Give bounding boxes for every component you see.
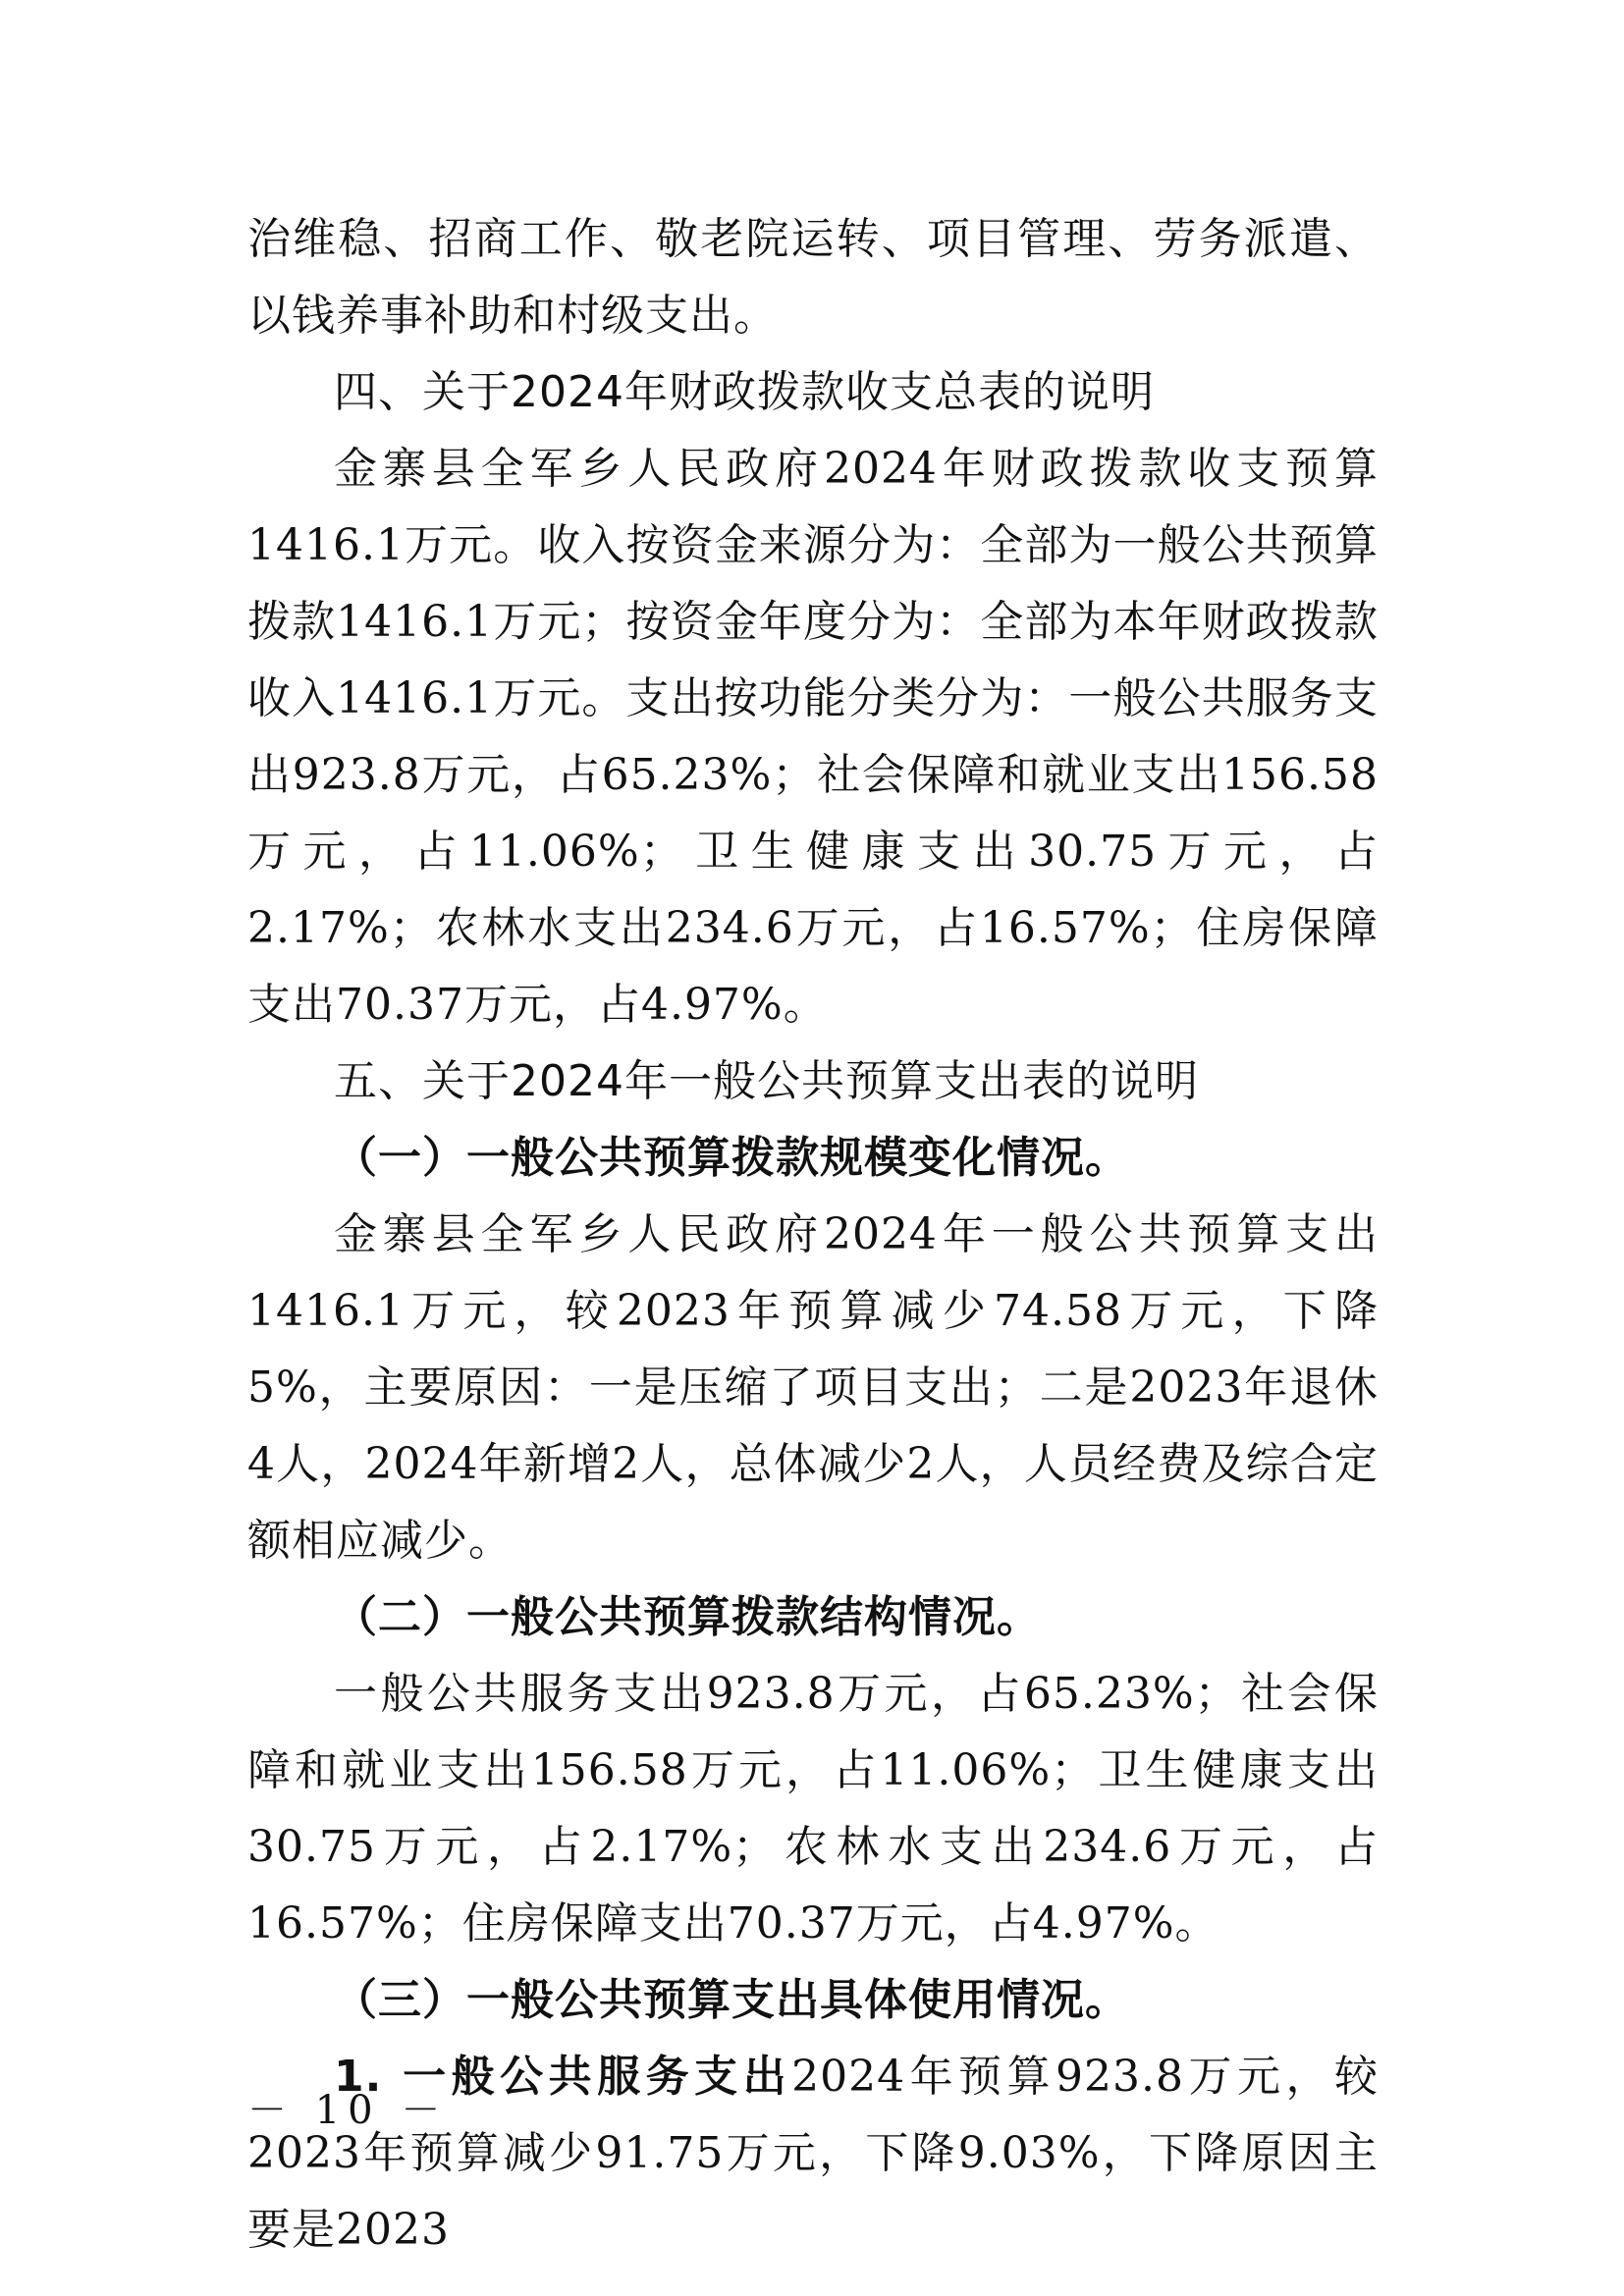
- subsection-heading-1: （一）一般公共预算拨款规模变化情况。: [334, 1133, 1129, 1183]
- item-label: 1. 一般公共服务支出: [334, 2052, 792, 2102]
- paragraph-continuation: 治维稳、招商工作、敬老院运转、项目管理、劳务派遣、以钱养事补助和村级支出。: [247, 214, 1379, 341]
- subsection-heading-2: （二）一般公共预算拨款结构情况。: [334, 1592, 1041, 1642]
- section-heading-4: 四、关于2024年财政拨款收支总表的说明: [334, 367, 1155, 417]
- paragraph-structure: 一般公共服务支出923.8万元，占65.23%；社会保障和就业支出156.58万元，占11.06%；卫生健康支出30.75万元，占2.17%；农林水支出234.6万元，占16.57%；住房保障支出70.37万元，占4.97%。: [247, 1669, 1379, 1949]
- item-text: 2024年预算923.8万元，较2023年预算减少91.75万元，下降9.03%，下降原因主要是2023: [247, 2052, 1379, 2255]
- page-number: － 10 －: [247, 2088, 449, 2133]
- body-text: [247, 201, 1379, 2269]
- section-heading-5: 五、关于2024年一般公共预算支出表的说明: [334, 1056, 1199, 1106]
- paragraph-scale-change: 金寨县全军乡人民政府2024年一般公共预算支出1416.1万元，较2023年预算减少74.58万元，下降5%，主要原因：一是压缩了项目支出；二是2023年退休4人，2024年新增2人，总体减少2人，人员经费及综合定额相应减少。: [247, 1209, 1379, 1566]
- paragraph-fiscal-summary: 金寨县全军乡人民政府2024年财政拨款收支预算1416.1万元。收入按资金来源分为：全部为一般公共预算拨款1416.1万元；按资金年度分为：全部为本年财政拨款收入1416.1万元。支出按功能分类分为：一般公共服务支出923.8万元，占65.23%；社会保障和就业支出156.58万元，占11.06%；卫生健康支出30.75万元，占2.17%；农林水支出234.6万元，占16.57%；住房保障支出70.37万元，占4.97%。: [247, 444, 1379, 1030]
- subsection-heading-3: （三）一般公共预算支出具体使用情况。: [334, 1975, 1129, 2025]
- paragraph-specific-use: [247, 2039, 1379, 2269]
